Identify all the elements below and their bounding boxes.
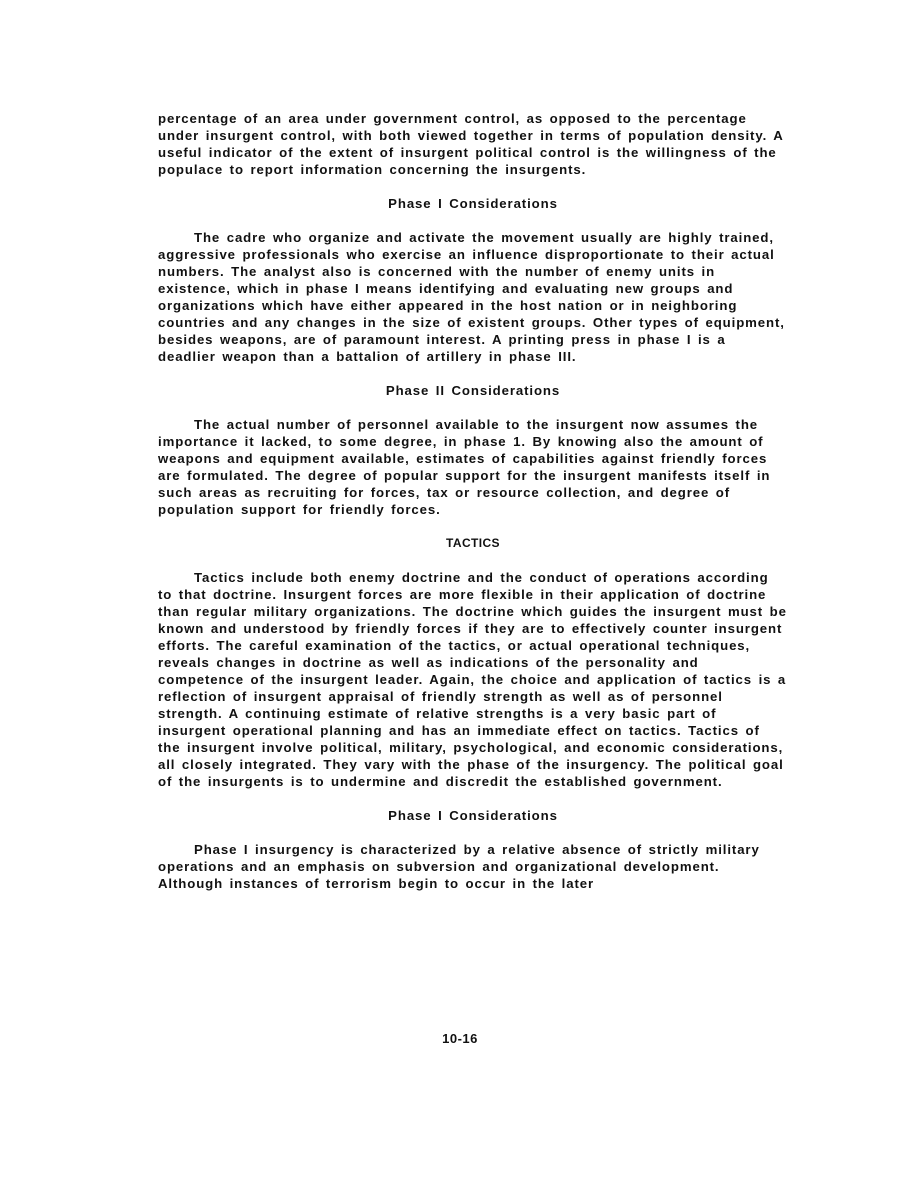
heading-phase-2-considerations: Phase II Considerations bbox=[385, 383, 561, 398]
heading-tactics: TACTICS bbox=[446, 536, 500, 550]
paragraph-political-control: percentage of an area under government control, as opposed to the percentage under insurgent control, with both viewed together in terms of population density. A useful indicator of the extent of insurgent political control is the willingness of the populace to report information concerning the insurgents. bbox=[158, 111, 784, 177]
paragraph-phase-1-insurgency: Phase I insurgency is characterized by a relative absence of strictly military operations and an emphasis on subversion and organizational development. Although instances of terrorism begin to occur in the later bbox=[158, 842, 760, 891]
page-number: 10-16 bbox=[442, 1031, 478, 1046]
paragraph-tactics: Tactics include both enemy doctrine and the conduct of operations according to that doctrine. Insurgent forces are more flexible in their application of doctrine than regular military organizations. The doctrine which guides the insurgent must be known and understood by friendly forces if they are to effectively counter insurgent efforts. The careful examination of the tactics, or actual operational techniques, reveals changes in doctrine as well as indications of the personality and competence of the insurgent leader. Again, the choice and application of tactics is a reflection of insurgent appraisal of friendly strength as well as of personnel strength. A continuing estimate of relative strengths is a very basic part of insurgent operational planning and has an immediate effect on tactics. Tactics of the insurgent involve political, military, psychological, and economic considerations, all closely integrated. They vary with the phase of the insurgency. The political goal of the insurgents is to undermine and discredit the established government. bbox=[158, 570, 787, 789]
paragraph-cadre: The cadre who organize and activate the movement usually are highly trained, aggressive professionals who exercise an influence disproportionate to their actual numbers. The analyst also is concerned with the number of enemy units in existence, which in phase I means identifying and evaluating new groups and organizations which have either appeared in the host nation or in neighboring countries and any changes in the size of existent groups. Other types of equipment, besides weapons, are of paramount interest. A printing press in phase I is a deadlier weapon than a battalion of artillery in phase III. bbox=[158, 230, 785, 364]
heading-phase-1-considerations: Phase I Considerations bbox=[388, 196, 558, 211]
document-page bbox=[158, 110, 788, 892]
paragraph-personnel: The actual number of personnel available to the insurgent now assumes the importance it lacked, to some degree, in phase 1. By knowing also the amount of weapons and equipment available, estimates of capabilities against friendly forces are formulated. The degree of popular support for the insurgent manifests itself in such areas as recruiting for forces, tax or resource collection, and degree of population support for friendly forces. bbox=[158, 417, 771, 517]
heading-phase-1-tactics: Phase I Considerations bbox=[388, 808, 558, 823]
